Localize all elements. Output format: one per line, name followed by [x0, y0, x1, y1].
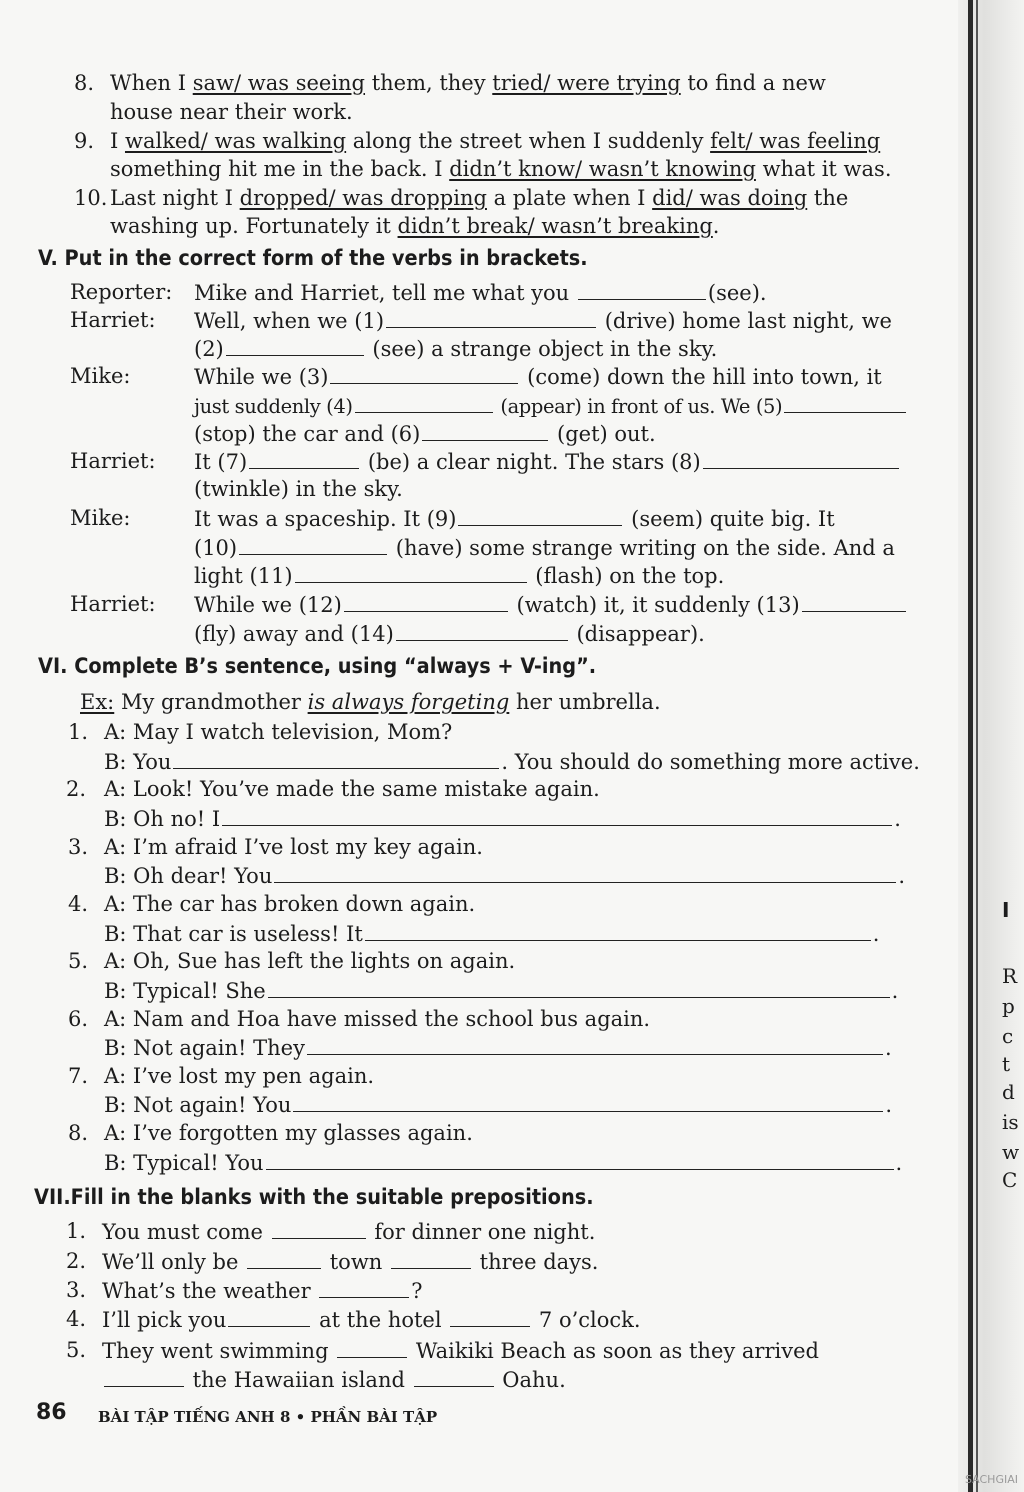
choice-option[interactable]: saw/ was seeing	[192, 71, 366, 95]
speaker-label: Harriet:	[70, 308, 156, 332]
item-number: 8.	[68, 1121, 89, 1145]
answer-blank[interactable]	[344, 591, 508, 612]
next-page-fragment: d	[1002, 1080, 1015, 1104]
page-number: 86	[36, 1400, 67, 1425]
next-page-fragment: C	[1002, 1168, 1018, 1192]
dialogue-line: light (11) (flash) on the top.	[194, 564, 725, 588]
item-number: 10.	[74, 186, 108, 210]
item-number: 7.	[68, 1064, 89, 1088]
answer-blank[interactable]	[703, 448, 899, 469]
answer-blank[interactable]	[578, 279, 706, 300]
answer-blank[interactable]	[249, 448, 359, 469]
item-number: 8.	[74, 71, 95, 95]
answer-blank[interactable]	[295, 562, 527, 583]
dialogue-line: It was a spaceship. It (9) (seem) quite big. It	[194, 507, 835, 531]
answer-blank[interactable]	[293, 1091, 883, 1112]
speaker-label: Reporter:	[70, 280, 173, 304]
dialogue-line: While we (12) (watch) it, it suddenly (13)	[194, 591, 908, 618]
line-a: A: I’ve forgotten my glasses again.	[104, 1121, 473, 1145]
section-heading: VII.Fill in the blanks with the suitable prepositions.	[34, 1185, 594, 1209]
answer-blank[interactable]	[222, 805, 892, 826]
answer-blank[interactable]	[104, 1366, 184, 1387]
answer-blank[interactable]	[228, 1306, 310, 1327]
item-number: 4.	[68, 892, 89, 916]
next-page-fragment: t	[1002, 1052, 1011, 1076]
answer-blank[interactable]	[247, 1248, 321, 1269]
list-item: What’s the weather ?	[102, 1279, 423, 1303]
ex4-q10-line1: Last night I dropped/ was dropping a plate when I did/ was doing the	[110, 186, 849, 210]
spine-shadow	[968, 0, 973, 1492]
next-page-fragment: R	[1002, 964, 1018, 988]
list-item: I’ll pick you at the hotel 7 o’clock.	[102, 1308, 641, 1332]
line-a: A: Oh, Sue has left the lights on again.	[104, 949, 516, 973]
line-b: B: Not again! They .	[104, 1036, 892, 1060]
answer-blank[interactable]	[307, 1034, 883, 1055]
ex4-q9-line1: I walked/ was walking along the street when I suddenly felt/ was feeling	[110, 129, 881, 153]
dialogue-line: (stop) the car and (6) (get) out.	[194, 422, 656, 446]
line-a: A: Look! You’ve made the same mistake again.	[104, 777, 600, 801]
ex4-q8-line1: When I saw/ was seeing them, they tried/ were trying to find a new	[110, 71, 826, 95]
dialogue-line: Mike and Harriet, tell me what you (see).	[194, 281, 767, 305]
item-number: 1.	[68, 720, 89, 744]
speaker-label: Harriet:	[70, 449, 156, 473]
answer-blank[interactable]	[239, 534, 387, 555]
answer-blank[interactable]	[450, 1306, 530, 1327]
line-b: B: Typical! You .	[104, 1151, 903, 1175]
item-number: 3.	[66, 1278, 87, 1302]
section-heading: VI. Complete B’s sentence, using “always + V-ing”.	[38, 654, 597, 678]
item-number: 1.	[66, 1219, 87, 1243]
line-a: A: Nam and Hoa have missed the school bus again.	[104, 1007, 651, 1031]
item-number: 5.	[66, 1338, 87, 1362]
answer-blank[interactable]	[355, 392, 493, 413]
answer-blank[interactable]	[274, 862, 896, 883]
answer-blank[interactable]	[458, 505, 622, 526]
answer-blank[interactable]	[330, 363, 518, 384]
answer-blank[interactable]	[266, 1149, 894, 1170]
speaker-label: Mike:	[70, 506, 131, 530]
dialogue-line: just suddenly (4) (appear) in front of us. We (5)	[194, 392, 908, 420]
line-b: B: That car is useless! It .	[104, 922, 880, 946]
item-number: 9.	[74, 129, 95, 153]
list-item: the Hawaiian island Oahu.	[102, 1366, 566, 1393]
line-a: A: May I watch television, Mom?	[104, 720, 453, 744]
choice-option[interactable]: walked/ was walking	[124, 129, 347, 153]
example-answer: is always forgeting	[307, 690, 510, 714]
line-b: B: Oh dear! You .	[104, 864, 906, 888]
dialogue-line: Well, when we (1) (drive) home last night, we	[194, 309, 892, 333]
line-b: B: Not again! You .	[104, 1093, 893, 1117]
line-b: B: Typical! She .	[104, 979, 899, 1003]
item-number: 4.	[66, 1307, 87, 1331]
choice-option[interactable]: dropped/ was dropping	[239, 186, 487, 210]
choice-option[interactable]: didn’t know/ wasn’t knowing	[449, 157, 756, 181]
dialogue-line: (10) (have) some strange writing on the side. And a	[194, 536, 895, 560]
item-number: 2.	[66, 1249, 87, 1273]
section-heading: V. Put in the correct form of the verbs in brackets.	[38, 246, 588, 270]
answer-blank[interactable]	[319, 1277, 409, 1298]
answer-blank[interactable]	[386, 307, 596, 328]
line-b: B: Oh no! I .	[104, 807, 901, 831]
next-page-fragment: I	[1002, 898, 1010, 922]
item-number: 3.	[68, 835, 89, 859]
ex4-q9-line2: something hit me in the back. I didn’t know/ wasn’t knowing what it was.	[110, 157, 892, 181]
dialogue-line: (twinkle) in the sky.	[194, 477, 403, 501]
answer-blank[interactable]	[365, 920, 871, 941]
example-line: Ex: My grandmother is always forgeting her umbrella.	[80, 690, 661, 714]
item-number: 6.	[68, 1007, 89, 1031]
next-page-fragment: w	[1002, 1140, 1020, 1164]
dialogue-line: While we (3) (come) down the hill into town, it	[194, 365, 882, 389]
answer-blank[interactable]	[226, 335, 364, 356]
choice-option[interactable]: did/ was doing	[652, 186, 808, 210]
answer-blank[interactable]	[396, 620, 568, 641]
item-number: 2.	[66, 777, 87, 801]
answer-blank[interactable]	[422, 420, 548, 441]
speaker-label: Harriet:	[70, 592, 156, 616]
list-item: You must come for dinner one night.	[102, 1220, 596, 1244]
choice-option[interactable]: felt/ was feeling	[710, 129, 881, 153]
line-a: A: I’m afraid I’ve lost my key again.	[104, 835, 483, 859]
next-page-fragment: is	[1002, 1110, 1019, 1134]
answer-blank[interactable]	[391, 1248, 471, 1269]
answer-blank[interactable]	[337, 1337, 407, 1358]
answer-blank[interactable]	[802, 591, 906, 612]
line-a: A: I’ve lost my pen again.	[104, 1064, 375, 1088]
list-item: We’ll only be town three days.	[102, 1250, 599, 1274]
choice-option[interactable]: tried/ were trying	[492, 71, 681, 95]
ex4-q10-line2: washing up. Fortunately it didn’t break/ wasn’t breaking.	[110, 214, 720, 238]
dialogue-line: (fly) away and (14) (disappear).	[194, 622, 705, 646]
next-page-fragment: p	[1002, 994, 1015, 1018]
ex4-q8-line2: house near their work.	[110, 100, 353, 124]
answer-blank[interactable]	[272, 1218, 366, 1239]
answer-blank[interactable]	[173, 748, 499, 769]
answer-blank[interactable]	[414, 1366, 494, 1387]
choice-option[interactable]: didn’t break/ wasn’t breaking	[397, 214, 713, 238]
item-number: 5.	[68, 949, 89, 973]
answer-blank[interactable]	[268, 977, 890, 998]
answer-blank[interactable]	[784, 392, 906, 413]
line-a: A: The car has broken down again.	[104, 892, 476, 916]
dialogue-line: It (7) (be) a clear night. The stars (8)	[194, 448, 901, 475]
list-item: They went swimming Waikiki Beach as soon as they arrived	[102, 1339, 819, 1363]
speaker-label: Mike:	[70, 364, 131, 388]
dialogue-line: (2) (see) a strange object in the sky.	[194, 337, 718, 361]
watermark-logo: SACHGIAI	[964, 1473, 1018, 1486]
line-b: B: You . You should do something more active.	[104, 750, 920, 774]
book-title-footer: BÀI TẬP TIẾNG ANH 8 • PHẦN BÀI TẬP	[98, 1408, 438, 1426]
next-page-fragment: c	[1002, 1024, 1014, 1048]
spine-shadow	[976, 0, 978, 1492]
